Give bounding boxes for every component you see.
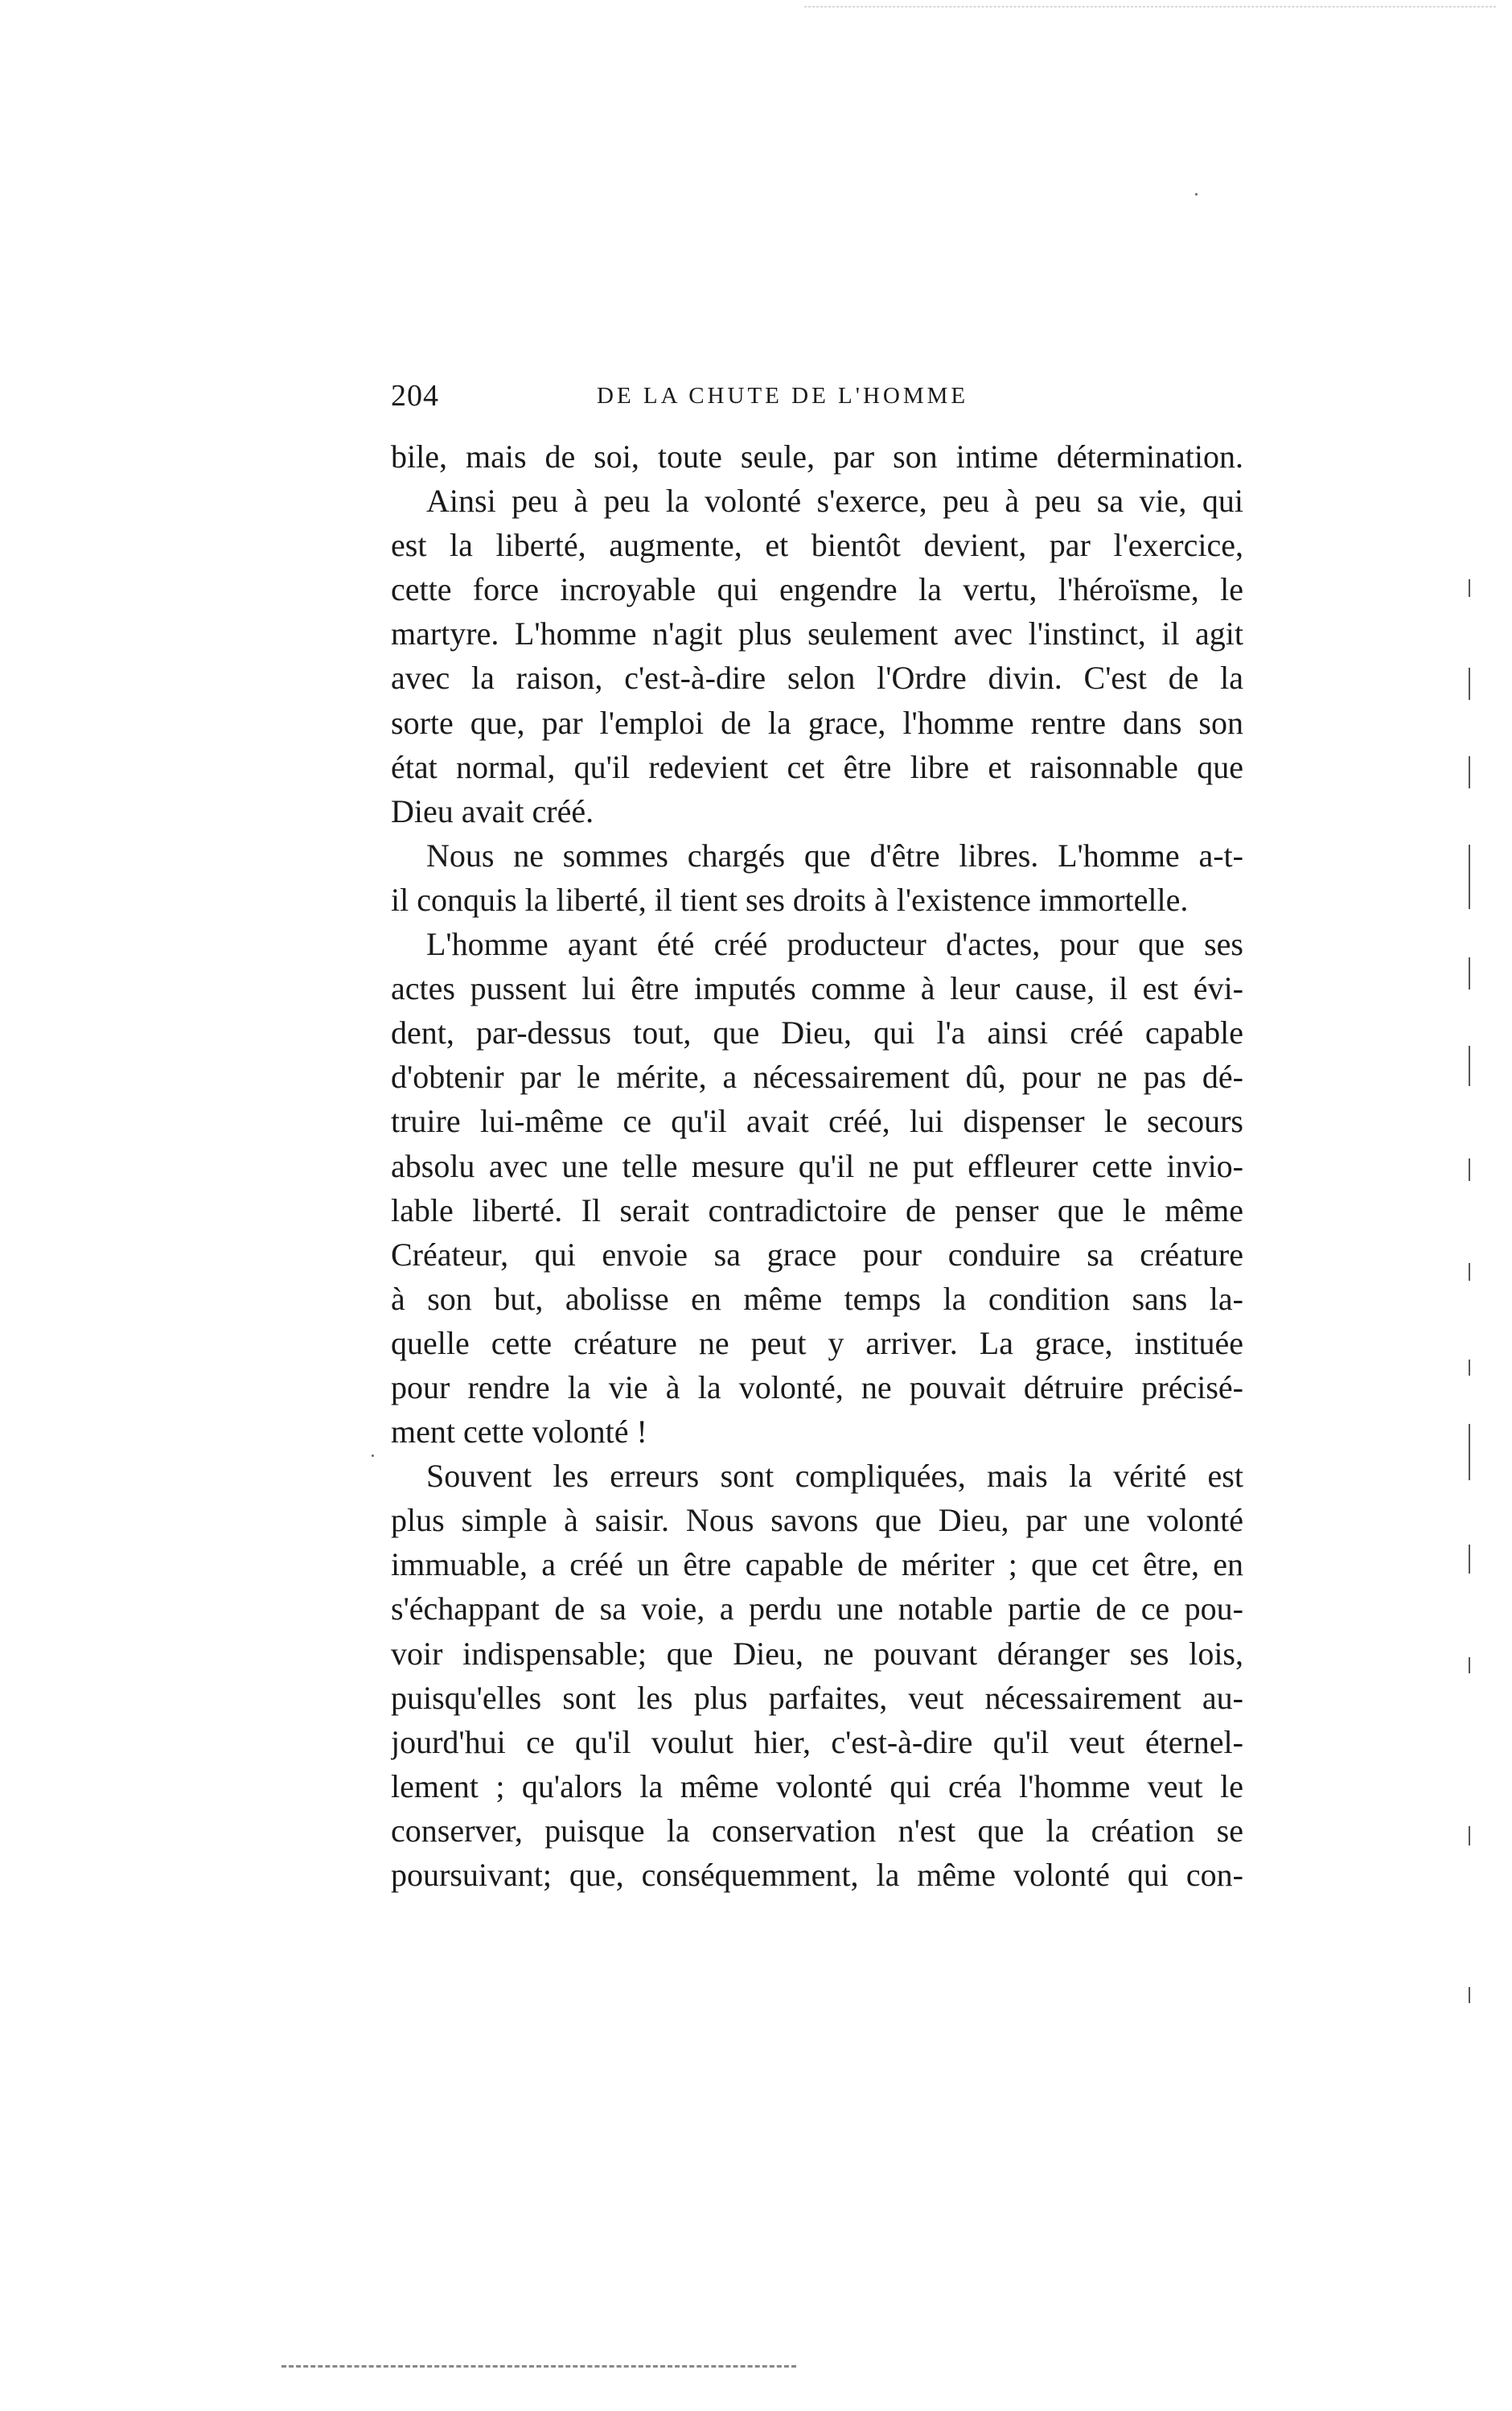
text-line: conserver, puisque la conservation n'est que la création se [391, 1812, 1243, 1849]
body-text [391, 434, 1243, 1897]
text-line: cette force incroyable qui engendre la vertu, l'héroïsme, le [391, 571, 1243, 608]
text-line: Créateur, qui envoie sa grace pour conduire sa créature [391, 1236, 1243, 1273]
scan-tick [1469, 668, 1470, 700]
scan-tick [1469, 957, 1470, 989]
text-line: jourd'hui ce qu'il voulut hier, c'est-à-dire qu'il veut éternel- [391, 1723, 1243, 1760]
text-line: ment cette volonté ! [391, 1413, 647, 1450]
scan-tick [1469, 579, 1470, 597]
text-line: L'homme ayant été créé producteur d'actes, pour que ses [426, 926, 1243, 963]
scan-tick [1469, 1046, 1470, 1086]
text-line: puisqu'elles sont les plus parfaites, veut nécessairement au- [391, 1679, 1243, 1716]
text-line: plus simple à saisir. Nous savons que Dieu, par une volonté [391, 1502, 1243, 1539]
text-line: état normal, qu'il redevient cet être libre et raisonnable que [391, 748, 1243, 785]
scan-tick [1469, 1360, 1470, 1376]
running-title: DE LA CHUTE DE L'HOMME [597, 383, 969, 409]
page-number: 204 [391, 379, 439, 413]
scan-speck [1195, 193, 1198, 195]
scan-speck [372, 1454, 374, 1457]
text-line: Ainsi peu à peu la volonté s'exerce, peu à peu sa vie, qui [426, 483, 1243, 520]
text-line: poursuivant; que, conséquemment, la même volonté qui con- [391, 1857, 1243, 1893]
text-line: Souvent les erreurs sont compliquées, mais la vérité est [426, 1458, 1243, 1495]
text-line: immuable, a créé un être capable de mériter ; que cet être, en [391, 1546, 1243, 1583]
scan-tick [1469, 1826, 1470, 1845]
scan-tick [1469, 1158, 1470, 1181]
text-line: s'échappant de sa voie, a perdu une notable partie de ce pou- [391, 1590, 1243, 1627]
text-line: dent, par-dessus tout, que Dieu, qui l'a ainsi créé capable [391, 1014, 1243, 1051]
text-line: pour rendre la vie à la volonté, ne pouvait détruire précisé- [391, 1368, 1243, 1405]
text-line: d'obtenir par le mérite, a nécessairement dû, pour ne pas dé- [391, 1059, 1243, 1096]
text-line: voir indispensable; que Dieu, ne pouvant déranger ses lois, [391, 1635, 1243, 1672]
text-line: à son but, abolisse en même temps la condition sans la- [391, 1280, 1243, 1317]
text-line: avec la raison, c'est-à-dire selon l'Ordre divin. C'est de la [391, 660, 1243, 697]
text-line: lement ; qu'alors la même volonté qui créa l'homme veut le [391, 1767, 1243, 1804]
text-line: martyre. L'homme n'agit plus seulement avec l'instinct, il agit [391, 615, 1243, 652]
text-line: Nous ne sommes chargés que d'être libres. L'homme a-t- [426, 837, 1243, 874]
scan-margin-marks [1469, 0, 1477, 2411]
scan-tick [1469, 1657, 1470, 1673]
text-line: Dieu avait créé. [391, 792, 594, 829]
text-line: est la liberté, augmente, et bientôt devient, par l'exercice, [391, 527, 1243, 564]
scan-tick [1469, 1263, 1470, 1281]
text-line: lable liberté. Il serait contradictoire de penser que le même [391, 1191, 1243, 1228]
bottom-scan-edge [281, 2365, 796, 2368]
text-line: absolu avec une telle mesure qu'il ne put effleurer cette invio- [391, 1147, 1243, 1184]
page-header [391, 378, 1259, 426]
scan-tick [1469, 756, 1470, 788]
scan-tick [1469, 845, 1470, 909]
text-line: sorte que, par l'emploi de la grace, l'homme rentre dans son [391, 704, 1243, 741]
text-line: truire lui-même ce qu'il avait créé, lui dispenser le secours [391, 1103, 1243, 1140]
text-line: il conquis la liberté, il tient ses droits à l'existence immortelle. [391, 881, 1189, 918]
text-line: actes pussent lui être imputés comme à leur cause, il est évi- [391, 970, 1243, 1007]
scan-tick [1469, 1424, 1470, 1480]
text-line: quelle cette créature ne peut y arriver. La grace, instituée [391, 1324, 1243, 1361]
scan-tick [1469, 1545, 1470, 1574]
text-line: bile, mais de soi, toute seule, par son intime détermination. [391, 438, 1243, 475]
scan-tick [1469, 1987, 1470, 2003]
top-scan-edge [804, 6, 1496, 7]
